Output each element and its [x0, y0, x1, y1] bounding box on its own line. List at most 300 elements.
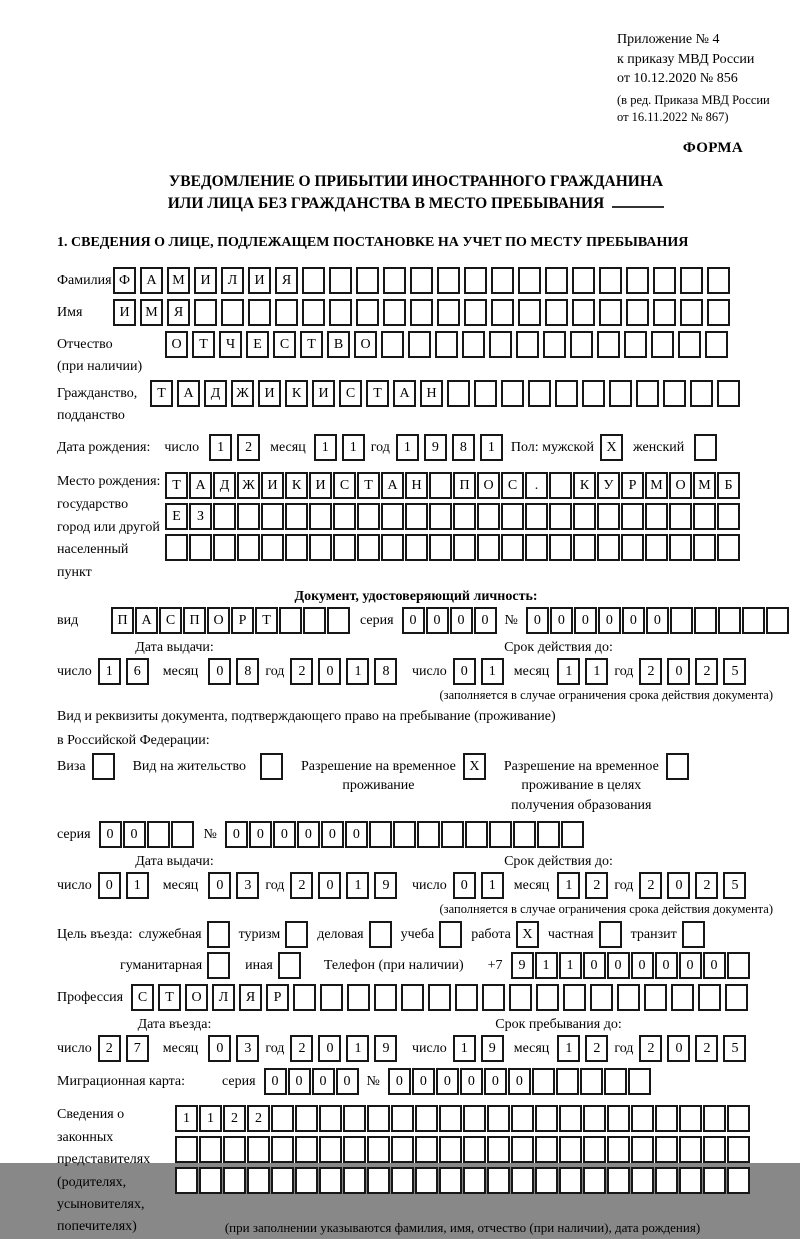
char-box[interactable]: [559, 1136, 582, 1163]
char-box[interactable]: [678, 331, 701, 358]
char-box[interactable]: [549, 534, 572, 561]
char-box[interactable]: [489, 821, 512, 848]
char-box[interactable]: [309, 503, 332, 530]
char-box[interactable]: [369, 821, 392, 848]
char-box[interactable]: [556, 1068, 579, 1095]
char-box[interactable]: 0: [460, 1068, 483, 1095]
char-box[interactable]: [582, 380, 605, 407]
char-box[interactable]: [237, 534, 260, 561]
char-box[interactable]: 0: [336, 1068, 359, 1095]
char-box[interactable]: [631, 1167, 654, 1194]
char-box[interactable]: [511, 1167, 534, 1194]
char-box[interactable]: [707, 299, 730, 326]
char-box[interactable]: О: [185, 984, 208, 1011]
char-box[interactable]: [381, 503, 404, 530]
char-box[interactable]: 0: [273, 821, 296, 848]
char-box[interactable]: [651, 331, 674, 358]
char-box[interactable]: [583, 1105, 606, 1132]
char-box[interactable]: [653, 267, 676, 294]
char-box[interactable]: X: [600, 434, 623, 461]
char-box[interactable]: И: [309, 472, 332, 499]
char-box[interactable]: 0: [550, 607, 573, 634]
char-box[interactable]: Е: [165, 503, 188, 530]
char-box[interactable]: [537, 821, 560, 848]
char-box[interactable]: [607, 1167, 630, 1194]
char-box[interactable]: [463, 1167, 486, 1194]
char-box[interactable]: 0: [667, 658, 690, 685]
char-box[interactable]: 0: [388, 1068, 411, 1095]
char-box[interactable]: 2: [639, 658, 662, 685]
char-box[interactable]: [320, 984, 343, 1011]
char-box[interactable]: [487, 1105, 510, 1132]
char-box[interactable]: И: [258, 380, 281, 407]
char-box[interactable]: Т: [255, 607, 278, 634]
char-box[interactable]: [213, 503, 236, 530]
char-box[interactable]: 1: [209, 434, 232, 461]
char-box[interactable]: Я: [239, 984, 262, 1011]
char-box[interactable]: [271, 1105, 294, 1132]
char-box[interactable]: [559, 1167, 582, 1194]
char-box[interactable]: [429, 534, 452, 561]
char-box[interactable]: 0: [474, 607, 497, 634]
char-box[interactable]: П: [453, 472, 476, 499]
char-box[interactable]: [599, 299, 622, 326]
char-box[interactable]: 1: [346, 872, 369, 899]
char-box[interactable]: [429, 503, 452, 530]
char-box[interactable]: [175, 1167, 198, 1194]
char-box[interactable]: [703, 1136, 726, 1163]
char-box[interactable]: О: [354, 331, 377, 358]
char-box[interactable]: [482, 984, 505, 1011]
char-box[interactable]: 0: [453, 658, 476, 685]
char-box[interactable]: З: [189, 503, 212, 530]
char-box[interactable]: [175, 1136, 198, 1163]
char-box[interactable]: Я: [275, 267, 298, 294]
char-box[interactable]: [383, 299, 406, 326]
char-box[interactable]: [511, 1136, 534, 1163]
char-box[interactable]: 1: [557, 1035, 580, 1062]
char-box[interactable]: 0: [450, 607, 473, 634]
char-box[interactable]: [501, 534, 524, 561]
char-box[interactable]: [356, 299, 379, 326]
char-box[interactable]: [465, 821, 488, 848]
char-box[interactable]: [223, 1167, 246, 1194]
char-box[interactable]: П: [111, 607, 134, 634]
char-box[interactable]: [165, 534, 188, 561]
char-box[interactable]: 0: [288, 1068, 311, 1095]
char-box[interactable]: [347, 984, 370, 1011]
char-box[interactable]: 2: [639, 1035, 662, 1062]
char-box[interactable]: [463, 1105, 486, 1132]
char-box[interactable]: [464, 299, 487, 326]
char-box[interactable]: [474, 380, 497, 407]
char-box[interactable]: [573, 503, 596, 530]
char-box[interactable]: [518, 299, 541, 326]
char-box[interactable]: [511, 1105, 534, 1132]
char-box[interactable]: Н: [405, 472, 428, 499]
char-box[interactable]: [279, 607, 302, 634]
char-box[interactable]: 9: [374, 1035, 397, 1062]
char-box[interactable]: [617, 984, 640, 1011]
char-box[interactable]: Ж: [237, 472, 260, 499]
char-box[interactable]: 2: [247, 1105, 270, 1132]
char-box[interactable]: 1: [126, 872, 149, 899]
char-box[interactable]: А: [393, 380, 416, 407]
char-box[interactable]: 2: [695, 1035, 718, 1062]
char-box[interactable]: [237, 503, 260, 530]
char-box[interactable]: [295, 1105, 318, 1132]
char-box[interactable]: 0: [318, 872, 341, 899]
char-box[interactable]: К: [573, 472, 596, 499]
char-box[interactable]: [207, 952, 230, 979]
char-box[interactable]: [705, 331, 728, 358]
char-box[interactable]: 0: [583, 952, 606, 979]
char-box[interactable]: 0: [679, 952, 702, 979]
char-box[interactable]: 0: [312, 1068, 335, 1095]
char-box[interactable]: [437, 267, 460, 294]
char-box[interactable]: 1: [480, 434, 503, 461]
char-box[interactable]: [717, 380, 740, 407]
char-box[interactable]: [645, 503, 668, 530]
char-box[interactable]: [597, 331, 620, 358]
char-box[interactable]: Л: [221, 267, 244, 294]
char-box[interactable]: [391, 1167, 414, 1194]
char-box[interactable]: 5: [723, 658, 746, 685]
char-box[interactable]: 0: [123, 821, 146, 848]
char-box[interactable]: [405, 534, 428, 561]
char-box[interactable]: [742, 607, 765, 634]
char-box[interactable]: [447, 380, 470, 407]
char-box[interactable]: О: [477, 472, 500, 499]
char-box[interactable]: 0: [484, 1068, 507, 1095]
char-box[interactable]: [477, 534, 500, 561]
char-box[interactable]: Е: [246, 331, 269, 358]
char-box[interactable]: 0: [99, 821, 122, 848]
char-box[interactable]: П: [183, 607, 206, 634]
char-box[interactable]: А: [189, 472, 212, 499]
char-box[interactable]: 0: [345, 821, 368, 848]
char-box[interactable]: 9: [374, 872, 397, 899]
char-box[interactable]: Р: [266, 984, 289, 1011]
char-box[interactable]: [545, 267, 568, 294]
char-box[interactable]: [367, 1136, 390, 1163]
char-box[interactable]: [513, 821, 536, 848]
char-box[interactable]: [645, 534, 668, 561]
char-box[interactable]: [463, 1136, 486, 1163]
char-box[interactable]: [295, 1167, 318, 1194]
char-box[interactable]: [343, 1136, 366, 1163]
char-box[interactable]: [275, 299, 298, 326]
char-box[interactable]: Ф: [113, 267, 136, 294]
char-box[interactable]: [525, 503, 548, 530]
char-box[interactable]: 0: [264, 1068, 287, 1095]
char-box[interactable]: [464, 267, 487, 294]
char-box[interactable]: 0: [508, 1068, 531, 1095]
char-box[interactable]: 2: [695, 658, 718, 685]
char-box[interactable]: 1: [585, 658, 608, 685]
char-box[interactable]: С: [333, 472, 356, 499]
char-box[interactable]: [631, 1136, 654, 1163]
char-box[interactable]: [435, 331, 458, 358]
char-box[interactable]: [260, 753, 283, 780]
char-box[interactable]: [549, 472, 572, 499]
char-box[interactable]: [189, 534, 212, 561]
char-box[interactable]: [694, 607, 717, 634]
char-box[interactable]: 1: [535, 952, 558, 979]
char-box[interactable]: [285, 921, 308, 948]
char-box[interactable]: [302, 267, 325, 294]
char-box[interactable]: [501, 503, 524, 530]
char-box[interactable]: Л: [212, 984, 235, 1011]
char-box[interactable]: И: [248, 267, 271, 294]
char-box[interactable]: [580, 1068, 603, 1095]
char-box[interactable]: О: [207, 607, 230, 634]
char-box[interactable]: [302, 299, 325, 326]
char-box[interactable]: А: [135, 607, 158, 634]
char-box[interactable]: [703, 1105, 726, 1132]
char-box[interactable]: [417, 821, 440, 848]
char-box[interactable]: 0: [667, 872, 690, 899]
char-box[interactable]: [717, 503, 740, 530]
char-box[interactable]: [703, 1167, 726, 1194]
char-box[interactable]: [429, 472, 452, 499]
char-box[interactable]: 2: [585, 1035, 608, 1062]
char-box[interactable]: 0: [655, 952, 678, 979]
char-box[interactable]: [357, 534, 380, 561]
char-box[interactable]: 0: [412, 1068, 435, 1095]
char-box[interactable]: [707, 267, 730, 294]
char-box[interactable]: [559, 1105, 582, 1132]
char-box[interactable]: 3: [236, 872, 259, 899]
char-box[interactable]: 2: [290, 658, 313, 685]
char-box[interactable]: [329, 299, 352, 326]
char-box[interactable]: [626, 267, 649, 294]
char-box[interactable]: [599, 267, 622, 294]
char-box[interactable]: 0: [703, 952, 726, 979]
char-box[interactable]: 0: [526, 607, 549, 634]
char-box[interactable]: [644, 984, 667, 1011]
char-box[interactable]: 0: [208, 1035, 231, 1062]
char-box[interactable]: 8: [236, 658, 259, 685]
char-box[interactable]: 2: [695, 872, 718, 899]
char-box[interactable]: [693, 503, 716, 530]
char-box[interactable]: 0: [598, 607, 621, 634]
char-box[interactable]: [727, 1167, 750, 1194]
char-box[interactable]: [455, 984, 478, 1011]
char-box[interactable]: [543, 331, 566, 358]
char-box[interactable]: [607, 1105, 630, 1132]
char-box[interactable]: [223, 1136, 246, 1163]
char-box[interactable]: [621, 534, 644, 561]
char-box[interactable]: С: [339, 380, 362, 407]
char-box[interactable]: 0: [631, 952, 654, 979]
char-box[interactable]: [356, 267, 379, 294]
char-box[interactable]: Т: [300, 331, 323, 358]
char-box[interactable]: 2: [223, 1105, 246, 1132]
char-box[interactable]: [437, 299, 460, 326]
char-box[interactable]: [207, 921, 230, 948]
char-box[interactable]: [545, 299, 568, 326]
char-box[interactable]: О: [669, 472, 692, 499]
char-box[interactable]: [462, 331, 485, 358]
char-box[interactable]: [405, 503, 428, 530]
char-box[interactable]: [415, 1105, 438, 1132]
char-box[interactable]: [415, 1167, 438, 1194]
char-box[interactable]: [698, 984, 721, 1011]
char-box[interactable]: М: [167, 267, 190, 294]
char-box[interactable]: [679, 1105, 702, 1132]
char-box[interactable]: [727, 1105, 750, 1132]
char-box[interactable]: [285, 534, 308, 561]
char-box[interactable]: [439, 1105, 462, 1132]
char-box[interactable]: [680, 267, 703, 294]
char-box[interactable]: 0: [453, 872, 476, 899]
char-box[interactable]: [570, 331, 593, 358]
char-box[interactable]: [428, 984, 451, 1011]
char-box[interactable]: [439, 1136, 462, 1163]
char-box[interactable]: [261, 503, 284, 530]
char-box[interactable]: 2: [290, 872, 313, 899]
char-box[interactable]: Т: [192, 331, 215, 358]
char-box[interactable]: 9: [511, 952, 534, 979]
char-box[interactable]: [410, 299, 433, 326]
char-box[interactable]: [319, 1167, 342, 1194]
char-box[interactable]: X: [463, 753, 486, 780]
char-box[interactable]: [727, 952, 750, 979]
char-box[interactable]: [693, 534, 716, 561]
char-box[interactable]: [669, 534, 692, 561]
char-box[interactable]: [609, 380, 632, 407]
char-box[interactable]: [679, 1167, 702, 1194]
char-box[interactable]: [535, 1167, 558, 1194]
char-box[interactable]: [92, 753, 115, 780]
char-box[interactable]: [628, 1068, 651, 1095]
char-box[interactable]: Т: [357, 472, 380, 499]
char-box[interactable]: 0: [208, 872, 231, 899]
char-box[interactable]: X: [516, 921, 539, 948]
char-box[interactable]: [147, 821, 170, 848]
char-box[interactable]: Д: [213, 472, 236, 499]
char-box[interactable]: [725, 984, 748, 1011]
char-box[interactable]: [663, 380, 686, 407]
char-box[interactable]: 0: [318, 1035, 341, 1062]
char-box[interactable]: [670, 607, 693, 634]
char-box[interactable]: [561, 821, 584, 848]
char-box[interactable]: 0: [321, 821, 344, 848]
char-box[interactable]: [441, 821, 464, 848]
char-box[interactable]: [171, 821, 194, 848]
char-box[interactable]: [487, 1167, 510, 1194]
char-box[interactable]: А: [177, 380, 200, 407]
char-box[interactable]: [653, 299, 676, 326]
char-box[interactable]: 1: [396, 434, 419, 461]
char-box[interactable]: [487, 1136, 510, 1163]
char-box[interactable]: Б: [717, 472, 740, 499]
char-box[interactable]: 0: [436, 1068, 459, 1095]
char-box[interactable]: [655, 1136, 678, 1163]
char-box[interactable]: [636, 380, 659, 407]
char-box[interactable]: [248, 299, 271, 326]
char-box[interactable]: С: [131, 984, 154, 1011]
char-box[interactable]: [285, 503, 308, 530]
char-box[interactable]: [357, 503, 380, 530]
char-box[interactable]: [694, 434, 717, 461]
char-box[interactable]: 0: [646, 607, 669, 634]
char-box[interactable]: [327, 607, 350, 634]
char-box[interactable]: [516, 331, 539, 358]
char-box[interactable]: [669, 503, 692, 530]
char-box[interactable]: [572, 299, 595, 326]
char-box[interactable]: С: [159, 607, 182, 634]
char-box[interactable]: [655, 1105, 678, 1132]
char-box[interactable]: 0: [622, 607, 645, 634]
char-box[interactable]: 1: [481, 658, 504, 685]
char-box[interactable]: [408, 331, 431, 358]
char-box[interactable]: [509, 984, 532, 1011]
char-box[interactable]: [607, 1136, 630, 1163]
char-box[interactable]: [555, 380, 578, 407]
char-box[interactable]: [393, 821, 416, 848]
char-box[interactable]: [374, 984, 397, 1011]
char-box[interactable]: [343, 1167, 366, 1194]
char-box[interactable]: [766, 607, 789, 634]
char-box[interactable]: Т: [366, 380, 389, 407]
char-box[interactable]: [271, 1136, 294, 1163]
char-box[interactable]: 2: [639, 872, 662, 899]
char-box[interactable]: 7: [126, 1035, 149, 1062]
char-box[interactable]: Р: [621, 472, 644, 499]
char-box[interactable]: [439, 1167, 462, 1194]
char-box[interactable]: [293, 984, 316, 1011]
char-box[interactable]: [621, 503, 644, 530]
char-box[interactable]: [536, 984, 559, 1011]
char-box[interactable]: [369, 921, 392, 948]
char-box[interactable]: 8: [452, 434, 475, 461]
char-box[interactable]: 1: [314, 434, 337, 461]
char-box[interactable]: М: [140, 299, 163, 326]
char-box[interactable]: [604, 1068, 627, 1095]
char-box[interactable]: М: [693, 472, 716, 499]
char-box[interactable]: У: [597, 472, 620, 499]
char-box[interactable]: 2: [98, 1035, 121, 1062]
char-box[interactable]: 5: [723, 1035, 746, 1062]
char-box[interactable]: [563, 984, 586, 1011]
char-box[interactable]: 6: [126, 658, 149, 685]
char-box[interactable]: [247, 1167, 270, 1194]
char-box[interactable]: 5: [723, 872, 746, 899]
char-box[interactable]: [590, 984, 613, 1011]
char-box[interactable]: [535, 1105, 558, 1132]
char-box[interactable]: 1: [175, 1105, 198, 1132]
char-box[interactable]: [597, 534, 620, 561]
char-box[interactable]: 1: [199, 1105, 222, 1132]
char-box[interactable]: [477, 503, 500, 530]
char-box[interactable]: 0: [297, 821, 320, 848]
char-box[interactable]: [679, 1136, 702, 1163]
char-box[interactable]: [535, 1136, 558, 1163]
char-box[interactable]: Я: [167, 299, 190, 326]
char-box[interactable]: [631, 1105, 654, 1132]
char-box[interactable]: М: [645, 472, 668, 499]
char-box[interactable]: 0: [208, 658, 231, 685]
char-box[interactable]: [453, 534, 476, 561]
char-box[interactable]: 0: [607, 952, 630, 979]
char-box[interactable]: [518, 267, 541, 294]
char-box[interactable]: [528, 380, 551, 407]
char-box[interactable]: [329, 267, 352, 294]
char-box[interactable]: О: [165, 331, 188, 358]
char-box[interactable]: [381, 534, 404, 561]
